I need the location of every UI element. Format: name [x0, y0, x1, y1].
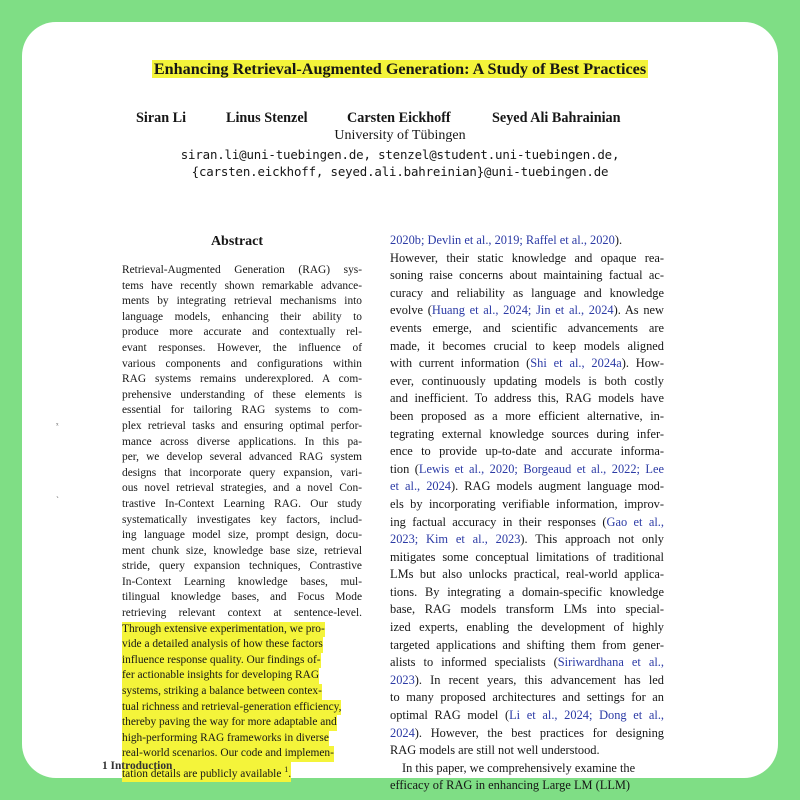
abstract-line: various components and configurations within — [122, 357, 362, 370]
abstract-highlighted-line: Through extensive experimentation, we pro- — [122, 622, 325, 638]
body-text: ). However, the best practices for designing — [414, 725, 664, 740]
paper-card — [22, 22, 778, 793]
body-text: been proposed as a more efficient alternative, in- — [390, 408, 664, 423]
abstract-body — [122, 263, 362, 782]
body-text: RAG models are still not well understood. — [390, 743, 600, 758]
abstract-line: per, we develop several advanced RAG system — [122, 451, 362, 464]
citation-link[interactable]: 2024 — [390, 725, 415, 740]
body-text: tions. By integrating a domain-specific knowledge — [390, 584, 664, 599]
body-text: ever, continuously updating models is both costly — [390, 373, 664, 388]
right-column-line — [390, 461, 664, 479]
body-text: base, RAG models transform LMs into special- — [390, 602, 664, 617]
abstract-line: ing language model size, prompt design, docu- — [122, 529, 362, 542]
abstract-heading: Abstract — [210, 234, 264, 249]
citation-link[interactable]: Siriwardhana et al., — [557, 655, 664, 670]
citation-link[interactable]: Gao et al., — [606, 514, 664, 529]
right-column-line — [390, 777, 664, 795]
right-column-line — [390, 285, 664, 303]
body-text: ing factual accuracy in their responses ( — [390, 514, 607, 529]
right-column-line — [390, 584, 664, 602]
right-column-line — [390, 689, 664, 707]
body-text: optimal RAG model ( — [390, 708, 510, 723]
abstract-line: mance across diverse applications. In this pa- — [122, 435, 362, 448]
citation-link[interactable]: Huang et al., 2024; Jin et al., 2024 — [431, 303, 614, 318]
author-3: Carsten Eickhoff — [347, 110, 451, 126]
body-text: and inefficient. To address this, RAG models have — [390, 391, 664, 406]
body-text: targeted applications and shifting them from gener- — [390, 637, 664, 652]
right-column-line — [390, 408, 664, 426]
abstract-line: Retrieval-Augmented Generation (RAG) sys- — [122, 264, 362, 276]
abstract-highlighted-line: fer actionable insights for developing RAG — [122, 668, 319, 684]
right-column-line — [390, 566, 664, 584]
footnote-mark: 1 — [284, 765, 289, 774]
abstract-highlighted-line: real-world scenarios. Our code and implemen- — [122, 746, 334, 762]
right-column-line — [390, 654, 664, 672]
right-column-line — [390, 742, 664, 760]
abstract-highlighted-line: influence response quality. Our findings of- — [122, 653, 321, 669]
abstract-line: trastive In-Context Learning RAG. Our study — [122, 497, 362, 510]
body-text: ence to provide up-to-date and accurate informa- — [390, 444, 664, 459]
scan-mark: ˏ — [56, 488, 59, 498]
abstract-highlighted-text: tation details are publicly available — [122, 767, 282, 780]
right-column-line — [390, 302, 664, 320]
right-column-line — [390, 496, 664, 514]
body-text: tion ( — [390, 461, 419, 476]
citation-link[interactable]: et al., 2024 — [390, 479, 451, 494]
author-1: Siran Li — [136, 110, 187, 126]
author-4: Seyed Ali Bahrainian — [492, 110, 621, 126]
abstract-line: In-Context Learning knowledge bases, mul- — [122, 575, 362, 588]
body-text: efficacy of RAG in enhancing Large LM (LLM) — [390, 778, 631, 793]
abstract-line: retrieving relevant context at sentence-level. — [122, 607, 362, 620]
right-column-line — [390, 373, 664, 391]
right-column-line — [390, 637, 664, 655]
citation-link[interactable]: 2020b; Devlin et al., 2019; Raffel et al., 2020 — [390, 233, 615, 247]
body-text: ). As new — [613, 303, 664, 318]
right-column-line — [390, 390, 664, 408]
body-text: tegrating external knowledge sources during infer- — [390, 426, 664, 441]
right-column-line — [390, 725, 664, 743]
citation-link[interactable]: Lewis et al., 2020; Borgeaud et al., 2022; Lee — [418, 461, 665, 476]
body-text: In this paper, we comprehensively examine the — [402, 760, 636, 775]
abstract-line: essential for tailoring RAG systems to com- — [122, 404, 362, 417]
right-column-line — [390, 549, 664, 567]
paper-title — [22, 60, 778, 79]
author-2: Linus Stenzel — [226, 110, 308, 126]
right-column-line — [390, 707, 664, 725]
body-text: LMs but also unlocks practical, real-world applica- — [390, 567, 664, 582]
right-column-line — [390, 338, 664, 356]
right-column-line — [390, 531, 664, 549]
email-line-2: {carsten.eickhoff, seyed.ali.bahreinian}@uni-tuebingen.de — [191, 164, 609, 179]
right-column-line — [390, 426, 664, 444]
right-column-text — [390, 232, 664, 795]
abstract-line: stride, query expansion techniques, Contrastive — [122, 560, 362, 573]
body-text: ). — [614, 233, 623, 247]
email-line-1: siran.li@uni-tuebingen.de, stenzel@student.uni-tuebingen.de, — [180, 147, 620, 162]
body-text: alists to informed specialists ( — [390, 655, 558, 670]
abstract-line: ments by integrating retrieval mechanisms into — [122, 295, 362, 308]
right-column-line — [390, 478, 664, 496]
right-column-line — [390, 267, 664, 285]
affiliation: University of Tübingen — [334, 128, 466, 143]
right-column-line — [390, 760, 664, 778]
scan-mark: ˣ — [56, 420, 59, 430]
body-text: ). In recent years, this advancement has led — [414, 672, 664, 687]
body-text: to many proposed architectures and settings for an — [390, 690, 664, 705]
body-text: made, it becomes crucial to keep models aligned — [390, 338, 664, 353]
abstract-highlighted-line: high-performing RAG frameworks in diverse — [122, 731, 329, 747]
right-column-line — [390, 672, 664, 690]
right-column-line — [390, 514, 664, 532]
right-column-line — [390, 355, 664, 373]
body-text: events emerge, and scientific advancements are — [390, 320, 664, 335]
abstract-highlighted-line: tual richness and retrieval-generation efficiency, — [122, 700, 341, 716]
citation-link[interactable]: 2023; Kim et al., 2023 — [390, 532, 521, 547]
abstract-line: prehensive understanding of these elements is — [122, 388, 362, 401]
abstract-line: systematically investigates key factors, includ- — [122, 513, 362, 526]
right-column-line — [390, 232, 664, 250]
author-list — [136, 110, 646, 130]
citation-link[interactable]: Li et al., 2024; Dong et al., — [509, 708, 665, 723]
right-column-line — [390, 250, 664, 268]
abstract-line: ous novel retrieval strategies, and a novel Con- — [122, 482, 362, 495]
abstract-line: language models, enhancing their ability to — [122, 310, 362, 323]
abstract-line: evant responses. However, the influence of — [122, 341, 362, 354]
body-text: soning raise concerns about maintaining factual ac- — [390, 268, 664, 283]
abstract-line: plex retrieval tasks and ensuring optimal perfor- — [122, 419, 362, 432]
abstract-highlighted-line: systems, striking a balance between contex- — [122, 684, 322, 700]
body-text: ). How- — [621, 356, 665, 371]
abstract-line: designs that incorporate query expansion, vari- — [122, 466, 362, 479]
abstract-line: ment chunk size, knowledge base size, retrieval — [122, 544, 362, 557]
right-column-line — [390, 320, 664, 338]
body-text: However, their static knowledge and opaque rea- — [390, 250, 664, 265]
paper-title-text: Enhancing Retrieval-Augmented Generation: A Study of Best Practices — [153, 60, 647, 78]
body-text: ized experts, enabling the development of highly — [390, 620, 664, 635]
citation-link[interactable]: Shi et al., 2024a — [530, 356, 622, 371]
body-text: ). This approach not only — [520, 532, 664, 547]
body-text: curacy and reliability as language and knowledge — [390, 285, 664, 300]
right-column-line — [390, 443, 664, 461]
abstract-line: tems have recently shown remarkable advance- — [122, 279, 362, 292]
body-text: ). RAG models augment language mod- — [450, 479, 664, 494]
abstract-highlighted-line: vide a detailed analysis of how these factors — [122, 637, 323, 653]
citation-link[interactable]: 2023 — [390, 672, 415, 687]
section-heading-peek: 1 Introduction — [102, 760, 173, 772]
body-text: els by incorporating verifiable information, improv- — [390, 496, 664, 511]
right-column-line — [390, 601, 664, 619]
abstract-line: produce more accurate and contextually rel- — [122, 326, 362, 339]
abstract-line: tilingual knowledge bases, and Focus Mode — [122, 591, 362, 604]
right-column-line — [390, 619, 664, 637]
body-text: evolve ( — [390, 303, 432, 318]
abstract-highlighted-line: thereby paving the way for more adaptable and — [122, 715, 337, 731]
abstract-highlighted-line: tation details are publicly available $^1$. — [122, 762, 291, 782]
abstract-line: RAG systems remains underexplored. A com- — [122, 373, 362, 386]
body-text: with current information ( — [390, 356, 531, 371]
body-text: mitigates some conceptual limitations of traditional — [390, 549, 664, 564]
